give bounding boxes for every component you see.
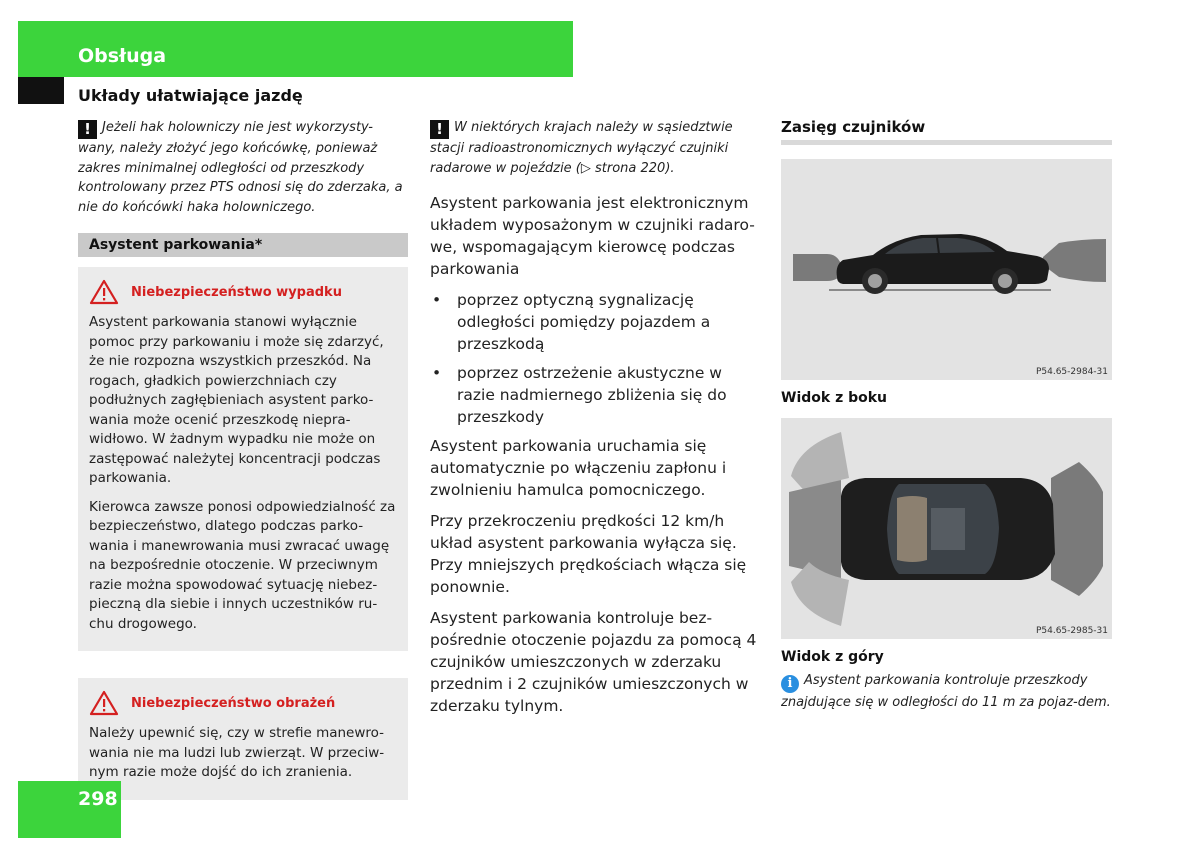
warning-title: Niebezpieczeństwo wypadku <box>131 284 342 300</box>
sensor-range-heading: Zasięg czujników <box>781 118 1112 145</box>
warning-title: Niebezpieczeństwo obrażeń <box>131 695 336 711</box>
figure-code: P54.65-2985-31 <box>1035 626 1108 636</box>
column-middle <box>430 118 760 726</box>
warning-box-accident <box>78 267 408 651</box>
info-note-text: Asystent parkowania kontroluje przeszkody znajdujące się w odległości do 11 m za pojaz-dem. <box>781 673 1111 710</box>
page-number: 298 <box>78 788 118 810</box>
warning-triangle-icon <box>89 690 119 716</box>
section-title: Obsługa <box>78 45 167 67</box>
figure-code: P54.65-2984-31 <box>1035 367 1108 377</box>
warning-triangle-icon <box>89 279 119 305</box>
bullet-list <box>430 289 760 428</box>
info-note <box>781 671 1112 714</box>
note-tow-hook-text: Jeżeli hak holowniczy nie jest wykorzysty-wany, należy złożyć jego końcówkę, ponieważ zakres minimalnej odległości od przeszkody kontrolowany przez PTS odnosi się do zderzaka, a nie do końcówki haka holowniczego. <box>78 120 403 215</box>
body-paragraph: Asystent parkowania kontroluje bez-pośrednie otoczenie pojazdu za pomocą 4 czujników umieszczonych w zderzaku przednim i 2 czujników umieszczonych w zderzaku tylnym. <box>430 609 757 715</box>
bullet-item: • poprzez ostrzeżenie akustyczne w razie nadmiernego zbliżenia się do przeszkody <box>430 362 760 428</box>
body-paragraph: Asystent parkowania uruchamia się automatycznie po włączeniu zapłonu i zwolnieniu hamulca pomocniczego. <box>430 437 727 499</box>
subsection-title: Układy ułatwiające jazdę <box>78 86 303 105</box>
info-icon: i <box>781 675 799 693</box>
figure-caption: Widok z góry <box>781 649 884 665</box>
column-right <box>781 118 1112 714</box>
note-radio-astronomy-text: W niektórych krajach należy w sąsiedztwie stacji radioastronomicznych wyłączyć czujniki radarowe w pojeździe (▷ strona 220). <box>430 120 733 176</box>
header-black-tab <box>18 77 64 104</box>
warning-header <box>89 277 397 307</box>
note-radio-astronomy <box>430 118 760 178</box>
note-tow-hook <box>78 118 408 217</box>
warning-paragraph: Należy upewnić się, czy w strefie manewro-wania nie ma ludzi lub zwierząt. W przeciw-nym razie może dojść do ich zranienia. <box>89 725 385 780</box>
exclamation-icon: ! <box>430 120 449 139</box>
warning-header <box>89 688 397 718</box>
warning-paragraph: Asystent parkowania stanowi wyłącznie pomoc przy parkowaniu i może się zdarzyć, że nie rozpozna wszystkich przeszkód. Na rogach, gładkich powierzchniach czy podłużnych zagłębieniach asystent parko-wania może ocenić przeszkodę niepra-widłowo. W żadnym wypadku nie może on zastępować należytej koncentracji podczas parkowania. <box>89 314 384 486</box>
top-view-figure <box>781 418 1112 639</box>
side-view-figure <box>781 159 1112 380</box>
body-paragraph: Przy przekroczeniu prędkości 12 km/h układ asystent parkowania wyłącza się. Przy mniejszych prędkościach włącza się ponownie. <box>430 512 747 596</box>
top-view-car-illustration <box>781 418 1112 639</box>
warning-paragraph: Kierowca zawsze ponosi odpowiedzialność za bezpieczeństwo, dlatego podczas parko-wania i manewrowania musi zwracać uwagę na bezpośrednie otoczenie. W przeciwnym razie można spowodować sytuację niebez-pieczną dla siebie i innych uczestników ru-chu drogowego. <box>89 498 396 632</box>
body-paragraph: Asystent parkowania jest elektronicznym układem wyposażonym w czujniki radaro-we, wspomagającym kierowcę podczas parkowania <box>430 194 755 278</box>
figure-caption: Widok z boku <box>781 390 888 406</box>
side-view-car-illustration <box>781 159 1112 380</box>
warning-box-injury <box>78 678 408 800</box>
column-left <box>78 118 408 800</box>
exclamation-icon: ! <box>78 120 97 139</box>
section-heading-parking-assist: Asystent parkowania* <box>78 233 408 257</box>
bullet-item: • poprzez optyczną sygnalizację odległości pomiędzy pojazdem a przeszkodą <box>430 289 760 355</box>
